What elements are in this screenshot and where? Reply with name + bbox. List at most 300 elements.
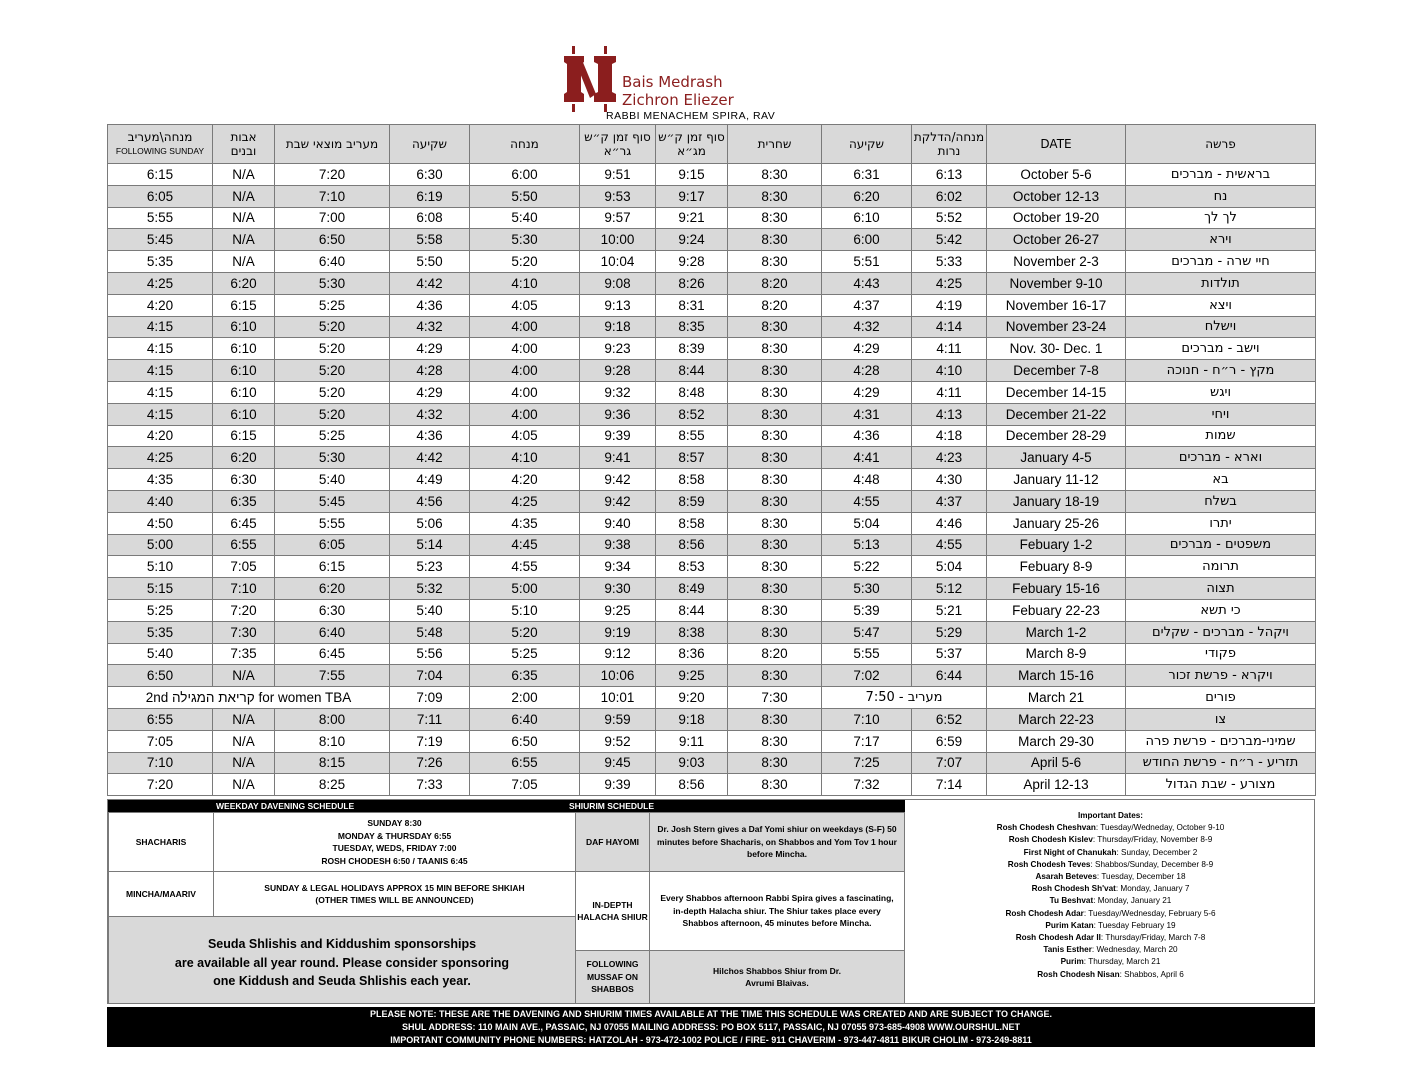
time-cell: 5:55 <box>275 512 390 534</box>
time-cell: 9:42 <box>580 490 656 512</box>
time-cell: 9:13 <box>580 294 656 316</box>
time-cell: 7:05 <box>213 556 275 578</box>
date-cell: March 29-30 <box>987 730 1126 752</box>
parsha-cell: פורים <box>1126 687 1316 709</box>
time-cell: 5:06 <box>390 512 470 534</box>
time-cell: 6:44 <box>912 665 987 687</box>
parsha-cell: ויצא <box>1126 294 1316 316</box>
time-cell: 5:04 <box>822 512 912 534</box>
column-header <box>656 125 728 164</box>
time-cell: 6:40 <box>470 708 580 730</box>
table-row <box>108 272 1316 294</box>
time-cell: 4:11 <box>912 338 987 360</box>
time-cell: 8:31 <box>656 294 728 316</box>
time-cell: 7:55 <box>275 665 390 687</box>
time-cell: 9:19 <box>580 621 656 643</box>
table-row <box>108 512 1316 534</box>
time-cell: 4:55 <box>470 556 580 578</box>
time-cell: 4:32 <box>822 316 912 338</box>
shacharis-line: SUNDAY 8:30 <box>367 818 422 828</box>
column-header-label: שחרית <box>757 137 792 151</box>
important-date-when: : Tuesday February 19 <box>1093 920 1176 930</box>
time-cell: N/A <box>213 665 275 687</box>
time-cell: 4:25 <box>108 447 213 469</box>
time-cell: 9:40 <box>580 512 656 534</box>
important-date-when: : Monday, January 7 <box>1115 884 1190 894</box>
column-header-label: אבות <box>230 130 257 144</box>
table-row <box>108 708 1316 730</box>
time-cell: 9:32 <box>580 381 656 403</box>
date-cell: December 28-29 <box>987 425 1126 447</box>
shacharis-line: ROSH CHODESH 6:50 / TAANIS 6:45 <box>321 855 468 866</box>
time-cell: 6:19 <box>390 185 470 207</box>
time-cell: 5:15 <box>108 578 213 600</box>
time-cell: 8:30 <box>728 425 822 447</box>
table-row <box>108 556 1316 578</box>
time-cell: 8:30 <box>728 490 822 512</box>
time-cell: 5:14 <box>390 534 470 556</box>
column-header <box>728 125 822 164</box>
date-cell: December 21-22 <box>987 403 1126 425</box>
time-cell: 4:29 <box>390 381 470 403</box>
parsha-cell: וישלח <box>1126 316 1316 338</box>
time-cell: 4:14 <box>912 316 987 338</box>
table-row <box>108 360 1316 382</box>
time-cell: 7:10 <box>213 578 275 600</box>
maariv-note-cell: מעריב - 7:50 <box>822 687 987 709</box>
time-cell: 8:20 <box>728 643 822 665</box>
time-cell: 7:20 <box>275 164 390 186</box>
time-cell: 9:57 <box>580 207 656 229</box>
time-cell: 5:45 <box>108 229 213 251</box>
important-date-name: First Night of Chanukah <box>1023 847 1117 857</box>
parsha-cell: ויגש <box>1126 381 1316 403</box>
parsha-cell: ויחי <box>1126 403 1316 425</box>
time-cell: 8:30 <box>728 469 822 491</box>
time-cell: 4:32 <box>390 316 470 338</box>
time-cell: 4:25 <box>470 490 580 512</box>
time-cell: N/A <box>213 207 275 229</box>
time-cell: 6:10 <box>213 316 275 338</box>
column-header-label: מנחה <box>510 137 539 151</box>
time-cell: 4:20 <box>108 425 213 447</box>
shiur-label-halacha: IN-DEPTH HALACHA SHIUR <box>575 871 650 951</box>
time-cell: 4:20 <box>470 469 580 491</box>
time-cell: 5:10 <box>470 599 580 621</box>
time-cell: 9:45 <box>580 752 656 774</box>
time-cell: 5:42 <box>912 229 987 251</box>
time-cell: 6:10 <box>822 207 912 229</box>
time-cell: 9:28 <box>656 251 728 273</box>
date-cell: Febuary 8-9 <box>987 556 1126 578</box>
time-cell: 6:31 <box>822 164 912 186</box>
important-date-name: Rosh Chodesh Teves <box>1007 859 1091 869</box>
sponsor-line: are available all year round. Please consider sponsoring <box>174 955 510 970</box>
time-cell: 8:26 <box>656 272 728 294</box>
time-cell: 6:08 <box>390 207 470 229</box>
time-cell: 7:05 <box>108 730 213 752</box>
date-cell: March 1-2 <box>987 621 1126 643</box>
time-cell: 5:25 <box>108 599 213 621</box>
time-cell: 4:28 <box>390 360 470 382</box>
time-cell: 4:15 <box>108 316 213 338</box>
parsha-cell: וישב - מברכים <box>1126 338 1316 360</box>
time-cell: 5:55 <box>108 207 213 229</box>
table-row <box>108 490 1316 512</box>
time-cell: 8:38 <box>656 621 728 643</box>
time-cell: 4:10 <box>470 272 580 294</box>
column-header-label: שקיעה <box>848 137 885 151</box>
parsha-cell: תצוה <box>1126 578 1316 600</box>
time-cell: 8:59 <box>656 490 728 512</box>
important-dates-title: Important Dates: <box>1077 811 1144 820</box>
date-cell: Febuary 22-23 <box>987 599 1126 621</box>
time-cell: 8:30 <box>728 774 822 796</box>
parsha-cell: יתרו <box>1126 512 1316 534</box>
parsha-cell: מקץ - ר״ח - חנוכה <box>1126 360 1316 382</box>
time-cell: 5:52 <box>912 207 987 229</box>
mincha-line: (OTHER TIMES WILL BE ANNOUNCED) <box>315 895 474 905</box>
table-row <box>108 294 1316 316</box>
time-cell: 8:30 <box>728 381 822 403</box>
table-row-purim <box>108 687 1316 709</box>
date-cell: March 22-23 <box>987 708 1126 730</box>
time-cell: 4:15 <box>108 403 213 425</box>
time-cell: 4:00 <box>470 381 580 403</box>
time-cell: 5:20 <box>275 381 390 403</box>
time-cell: 4:40 <box>108 490 213 512</box>
time-cell: N/A <box>213 251 275 273</box>
time-cell: 7:20 <box>108 774 213 796</box>
time-cell: 7:30 <box>728 687 822 709</box>
time-cell: 4:00 <box>470 403 580 425</box>
table-row <box>108 469 1316 491</box>
time-cell: 4:28 <box>822 360 912 382</box>
time-cell: 6:02 <box>912 185 987 207</box>
shul-name-line2: Zichron Eliezer <box>622 91 734 109</box>
time-cell: 5:56 <box>390 643 470 665</box>
mincha-maariv-times <box>213 871 576 917</box>
time-cell: 6:05 <box>108 185 213 207</box>
zmanim-schedule-table <box>107 124 1316 796</box>
date-cell: December 7-8 <box>987 360 1126 382</box>
time-cell: 8:30 <box>728 556 822 578</box>
table-row <box>108 425 1316 447</box>
time-cell: 8:30 <box>728 752 822 774</box>
time-cell: 6:05 <box>275 534 390 556</box>
time-cell: 9:51 <box>580 164 656 186</box>
parsha-cell: צו <box>1126 708 1316 730</box>
table-row <box>108 730 1316 752</box>
time-cell: 7:30 <box>213 621 275 643</box>
important-date-when: : Thursday/Friday, March 7-8 <box>1100 933 1206 943</box>
column-header-label: פרשה <box>1205 137 1236 151</box>
table-row <box>108 185 1316 207</box>
parsha-cell: תולדות <box>1126 272 1316 294</box>
parsha-cell: בשלח <box>1126 490 1316 512</box>
time-cell: 4:48 <box>822 469 912 491</box>
time-cell: 8:30 <box>728 534 822 556</box>
time-cell: 8:57 <box>656 447 728 469</box>
time-cell: 5:32 <box>390 578 470 600</box>
time-cell: 7:17 <box>822 730 912 752</box>
time-cell: 6:55 <box>108 708 213 730</box>
time-cell: 4:56 <box>390 490 470 512</box>
sponsorship-notice <box>108 916 576 1004</box>
time-cell: 6:10 <box>213 381 275 403</box>
time-cell: 8:30 <box>728 447 822 469</box>
time-cell: 5:04 <box>912 556 987 578</box>
time-cell: 6:50 <box>470 730 580 752</box>
time-cell: 5:30 <box>275 447 390 469</box>
time-cell: 7:14 <box>912 774 987 796</box>
time-cell: 4:00 <box>470 360 580 382</box>
time-cell: 4:32 <box>390 403 470 425</box>
parsha-cell: פקודי <box>1126 643 1316 665</box>
time-cell: 9:17 <box>656 185 728 207</box>
time-cell: 4:43 <box>822 272 912 294</box>
time-cell: 7:09 <box>390 687 470 709</box>
time-cell: 7:10 <box>275 185 390 207</box>
time-cell: 7:05 <box>470 774 580 796</box>
table-row <box>108 752 1316 774</box>
time-cell: 9:30 <box>580 578 656 600</box>
time-cell: 6:40 <box>275 251 390 273</box>
sponsor-line: Seuda Shlishis and Kiddushim sponsorships <box>207 937 477 952</box>
time-cell: 5:45 <box>275 490 390 512</box>
time-cell: 5:40 <box>108 643 213 665</box>
parsha-cell: שמות <box>1126 425 1316 447</box>
time-cell: 6:30 <box>275 599 390 621</box>
time-cell: 9:36 <box>580 403 656 425</box>
date-cell: October 26-27 <box>987 229 1126 251</box>
table-row <box>108 229 1316 251</box>
table-row <box>108 251 1316 273</box>
time-cell: 5:30 <box>822 578 912 600</box>
time-cell: 4:37 <box>912 490 987 512</box>
parsha-cell: נח <box>1126 185 1316 207</box>
time-cell: 5:25 <box>275 425 390 447</box>
time-cell: 5:51 <box>822 251 912 273</box>
time-cell: 9:23 <box>580 338 656 360</box>
time-cell: 4:25 <box>912 272 987 294</box>
shul-name <box>622 73 734 109</box>
time-cell: 4:15 <box>108 381 213 403</box>
parsha-cell: וארא - מברכים <box>1126 447 1316 469</box>
important-date-when: : Tuesday, December 18 <box>1096 872 1186 882</box>
time-cell: N/A <box>213 730 275 752</box>
date-cell: October 12-13 <box>987 185 1126 207</box>
time-cell: 4:20 <box>108 294 213 316</box>
time-cell: 7:00 <box>275 207 390 229</box>
time-cell: 5:00 <box>108 534 213 556</box>
important-date-when: : Thursday/Friday, November 8-9 <box>1092 835 1213 845</box>
time-cell: 8:30 <box>728 338 822 360</box>
date-cell: March 8-9 <box>987 643 1126 665</box>
time-cell: 7:35 <box>213 643 275 665</box>
table-row <box>108 621 1316 643</box>
time-cell: 4:29 <box>822 338 912 360</box>
time-cell: 4:10 <box>912 360 987 382</box>
time-cell: 8:30 <box>728 403 822 425</box>
parsha-cell: כי תשא <box>1126 599 1316 621</box>
time-cell: 6:52 <box>912 708 987 730</box>
date-cell: March 21 <box>987 687 1126 709</box>
time-cell: 8:44 <box>656 360 728 382</box>
time-cell: 7:10 <box>822 708 912 730</box>
date-cell: Febuary 15-16 <box>987 578 1126 600</box>
time-cell: 9:41 <box>580 447 656 469</box>
table-row <box>108 403 1316 425</box>
time-cell: 6:10 <box>213 403 275 425</box>
time-cell: 7:26 <box>390 752 470 774</box>
time-cell: 4:35 <box>470 512 580 534</box>
time-cell: 6:50 <box>108 665 213 687</box>
column-header-sublabel: נרות <box>937 144 961 158</box>
shiur-label-mussaf: FOLLOWING MUSSAF ON SHABBOS <box>575 950 650 1004</box>
time-cell: 4:36 <box>390 425 470 447</box>
time-cell: 5:58 <box>390 229 470 251</box>
time-cell: 8:39 <box>656 338 728 360</box>
important-date-item <box>905 822 1316 834</box>
time-cell: 8:30 <box>728 229 822 251</box>
important-date-when: : Shabbos, April 6 <box>1119 969 1184 979</box>
footer-notice <box>107 1007 1315 1047</box>
column-header-sublabel: ובנים <box>230 144 257 158</box>
parsha-cell: וירא <box>1126 229 1316 251</box>
time-cell: 4:19 <box>912 294 987 316</box>
time-cell: 4:42 <box>390 447 470 469</box>
time-cell: 9:12 <box>580 643 656 665</box>
date-cell: Febuary 1-2 <box>987 534 1126 556</box>
date-cell: October 5-6 <box>987 164 1126 186</box>
time-cell: N/A <box>213 774 275 796</box>
time-cell: 8:55 <box>656 425 728 447</box>
time-cell: 6:15 <box>213 425 275 447</box>
time-cell: 8:56 <box>656 774 728 796</box>
shiur-text-mussaf: Hilchos Shabbos Shiur from Dr. Avrumi Blaivas. <box>649 950 905 1004</box>
table-row <box>108 599 1316 621</box>
time-cell: 7:20 <box>213 599 275 621</box>
table-header-row <box>108 125 1316 164</box>
time-cell: 5:40 <box>275 469 390 491</box>
time-cell: 6:35 <box>470 665 580 687</box>
time-cell: 2:00 <box>470 687 580 709</box>
date-cell: January 11-12 <box>987 469 1126 491</box>
time-cell: 4:45 <box>470 534 580 556</box>
important-date-item <box>905 920 1316 932</box>
important-date-name: Rosh Chodesh Adar <box>1005 908 1084 918</box>
column-header <box>213 125 275 164</box>
time-cell: 8:30 <box>728 578 822 600</box>
shiur-label-daf-hayomi: DAF HAYOMI <box>575 812 650 872</box>
important-date-item <box>905 956 1316 968</box>
important-date-name: Rosh Chodesh Adar II <box>1015 933 1101 943</box>
column-header <box>108 125 213 164</box>
table-row <box>108 774 1316 796</box>
shul-logo <box>562 44 792 124</box>
table-row <box>108 381 1316 403</box>
time-cell: 5:20 <box>275 338 390 360</box>
table-row <box>108 643 1316 665</box>
time-cell: 5:40 <box>390 599 470 621</box>
time-cell: 5:23 <box>390 556 470 578</box>
time-cell: 6:50 <box>275 229 390 251</box>
important-date-item <box>905 932 1316 944</box>
important-date-item <box>905 871 1316 883</box>
time-cell: 4:18 <box>912 425 987 447</box>
table-row <box>108 316 1316 338</box>
time-cell: 9:39 <box>580 774 656 796</box>
shacharis-times <box>213 812 576 872</box>
important-date-item <box>905 908 1316 920</box>
important-date-item <box>905 969 1316 981</box>
time-cell: 9:25 <box>656 665 728 687</box>
time-cell: 4:15 <box>108 338 213 360</box>
time-cell: 5:20 <box>275 403 390 425</box>
date-cell: December 14-15 <box>987 381 1126 403</box>
footer-disclaimer: PLEASE NOTE: THESE ARE THE DAVENING AND SHIURIM TIMES AVAILABLE AT THE TIME THIS SCHEDULE WAS CREATED AND ARE SUBJECT TO CHANGE. <box>369 1009 1053 1019</box>
time-cell: 5:40 <box>470 207 580 229</box>
time-cell: 6:10 <box>213 360 275 382</box>
time-cell: 6:30 <box>390 164 470 186</box>
time-cell: 8:53 <box>656 556 728 578</box>
date-cell: November 2-3 <box>987 251 1126 273</box>
time-cell: 4:42 <box>390 272 470 294</box>
date-cell: November 9-10 <box>987 272 1126 294</box>
parsha-cell: ויקרא - פרשת זכור <box>1126 665 1316 687</box>
time-cell: 5:55 <box>822 643 912 665</box>
time-cell: 4:36 <box>822 425 912 447</box>
time-cell: 10:06 <box>580 665 656 687</box>
time-cell: 4:23 <box>912 447 987 469</box>
table-row <box>108 207 1316 229</box>
important-date-when: : Thursday, March 21 <box>1083 957 1161 967</box>
time-cell: 9:38 <box>580 534 656 556</box>
time-cell: N/A <box>213 229 275 251</box>
time-cell: 6:15 <box>213 294 275 316</box>
time-cell: 5:33 <box>912 251 987 273</box>
table-row <box>108 164 1316 186</box>
time-cell: 4:05 <box>470 294 580 316</box>
time-cell: 8:30 <box>728 360 822 382</box>
time-cell: 7:33 <box>390 774 470 796</box>
time-cell: 4:00 <box>470 316 580 338</box>
time-cell: 5:13 <box>822 534 912 556</box>
time-cell: 5:21 <box>912 599 987 621</box>
parsha-cell: בא <box>1126 469 1316 491</box>
parsha-cell: לך לך <box>1126 207 1316 229</box>
column-header-label: DATE <box>1040 137 1072 151</box>
time-cell: 5:39 <box>822 599 912 621</box>
mincha-maariv-label: MINCHA/MAARIV <box>108 871 214 917</box>
time-cell: 8:56 <box>656 534 728 556</box>
important-date-when: : Wednesday, March 20 <box>1091 945 1178 955</box>
important-date-item <box>905 859 1316 871</box>
table-row <box>108 578 1316 600</box>
sponsor-line: one Kiddush and Seuda Shlishis each year. <box>213 974 471 989</box>
date-cell: April 12-13 <box>987 774 1126 796</box>
column-header-label: סוף זמן ק״ש <box>584 130 651 144</box>
shacharis-line: MONDAY & THURSDAY 6:55 <box>337 830 452 841</box>
parsha-cell: משפטים - מברכים <box>1126 534 1316 556</box>
time-cell: 8:36 <box>656 643 728 665</box>
time-cell: 9:34 <box>580 556 656 578</box>
time-cell: 6:20 <box>275 578 390 600</box>
table-row <box>108 338 1316 360</box>
time-cell: 5:25 <box>275 294 390 316</box>
parsha-cell: תזריע - ר״ח - פרשת החודש <box>1126 752 1316 774</box>
